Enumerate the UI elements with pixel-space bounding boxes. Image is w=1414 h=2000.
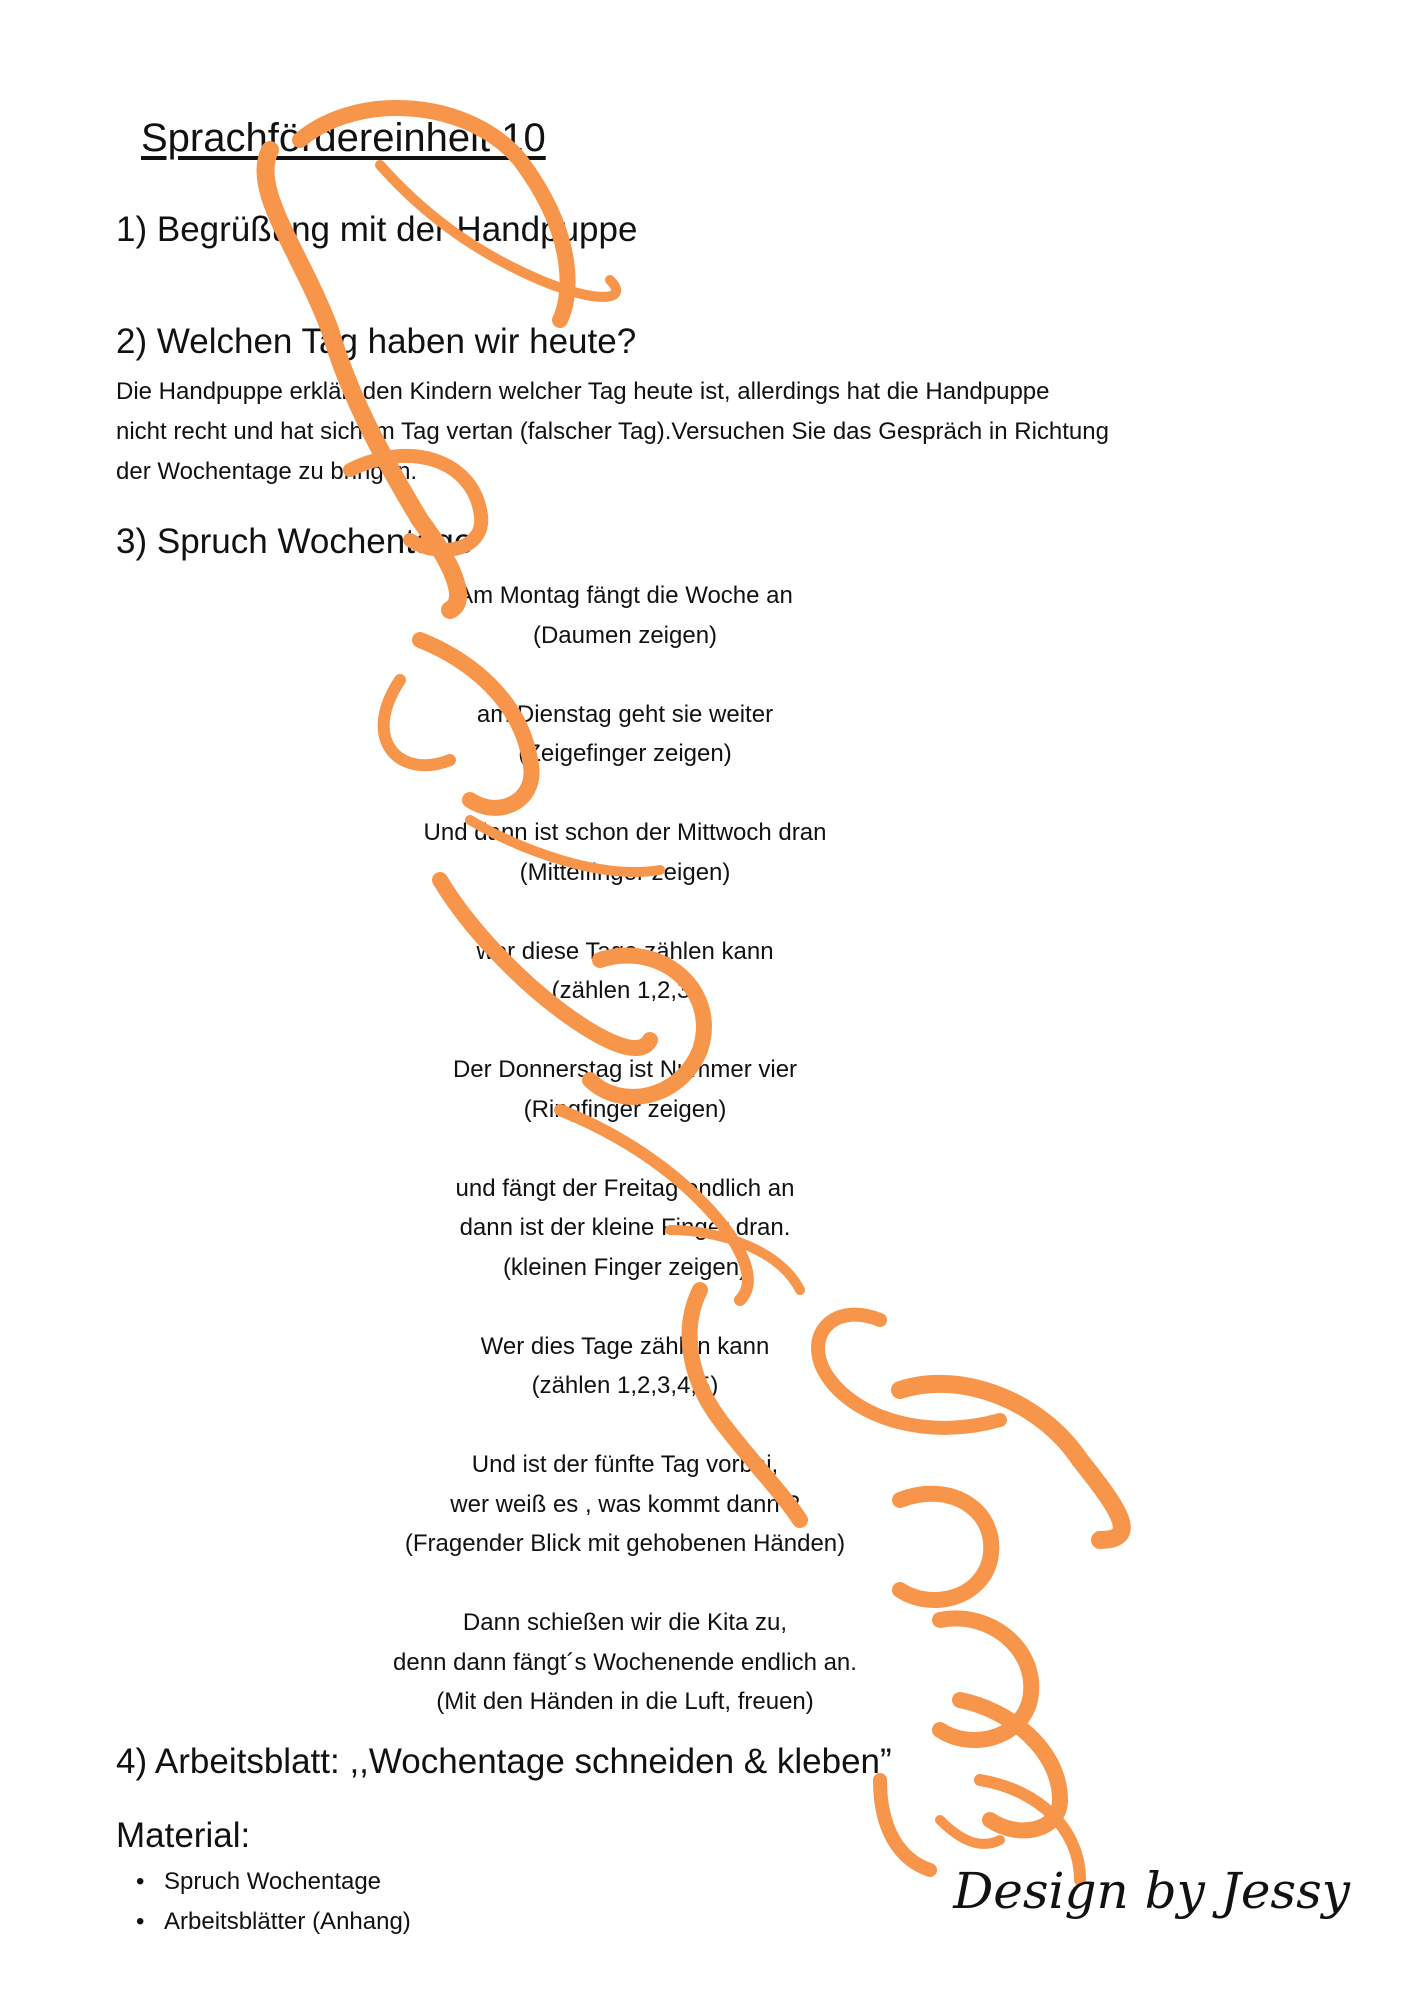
poem-gesture: (Ringfinger zeigen) <box>523 1095 727 1123</box>
document-title: Sprachfördereinheit 10 <box>141 116 546 160</box>
paragraph-line: Die Handpuppe erklärt den Kindern welcher Tag heute ist, allerdings hat die Handpuppe <box>116 378 1050 405</box>
section-1-heading: 1) Begrüßung mit der Handpuppe <box>116 210 638 249</box>
poem-stanza <box>330 695 920 774</box>
material-item: • Spruch Wochentage <box>136 1862 411 1902</box>
poem-gesture: (zählen 1,2,3) <box>551 977 699 1004</box>
poem-wochentage <box>330 576 920 1761</box>
watermark-stroke <box>900 1384 1122 1540</box>
watermark-stroke <box>940 1820 1000 1844</box>
poem-line: dann ist der kleine Finger dran. <box>459 1214 791 1241</box>
section-3-heading: 3) Spruch Wochentage <box>116 522 474 561</box>
poem-line: Und ist der fünfte Tag vorbei, <box>471 1451 779 1478</box>
poem-stanza <box>330 1445 920 1564</box>
poem-gesture: (Daumen zeigen) <box>532 621 718 649</box>
poem-stanza <box>330 1050 920 1129</box>
section-4-heading: 4) Arbeitsblatt: ,,Wochentage schneiden & kleben” <box>116 1742 892 1781</box>
poem-line: Und dann ist schon der Mittwoch dran <box>423 819 827 846</box>
poem-gesture: (Fragender Blick mit gehobenen Händen) <box>404 1530 846 1557</box>
paragraph-line: der Wochentage zu bringen. <box>116 458 418 485</box>
poem-line: Am Montag fängt die Woche an <box>457 582 793 609</box>
poem-stanza <box>330 813 920 892</box>
poem-line: denn dann fängt´s Wochenende endlich an. <box>393 1648 857 1676</box>
poem-gesture: (Zeigefinger zeigen) <box>518 740 732 767</box>
poem-gesture: (Mittelfinger zeigen) <box>519 858 731 886</box>
watermark-stroke <box>880 1780 930 1870</box>
poem-gesture: (kleinen Finger zeigen) <box>502 1253 748 1281</box>
poem-line: Der Donnerstag ist Nummer vier <box>452 1056 798 1083</box>
poem-stanza <box>330 1327 920 1406</box>
watermark-stroke <box>960 1700 1060 1830</box>
poem-line: am Dienstag geht sie weiter <box>476 700 774 728</box>
poem-stanza <box>330 932 920 1011</box>
section-2-heading: 2) Welchen Tag haben wir heute? <box>116 322 637 361</box>
section-2-paragraph <box>116 372 1226 492</box>
material-heading: Material: <box>116 1816 251 1855</box>
poem-stanza <box>330 1603 920 1722</box>
poem-line: Wer dies Tage zählen kann <box>480 1332 770 1360</box>
poem-line: Dann schießen wir die Kita zu, <box>462 1609 788 1636</box>
material-list <box>136 1862 411 1941</box>
poem-line: und fängt der Freitag endlich an <box>455 1174 795 1202</box>
watermark-stroke <box>940 1618 1031 1740</box>
poem-gesture: (Mit den Händen in die Luft, freuen) <box>436 1688 814 1715</box>
material-item: • Arbeitsblätter (Anhang) <box>136 1902 411 1942</box>
poem-gesture: (zählen 1,2,3,4,5) <box>531 1372 719 1399</box>
poem-stanza <box>330 576 920 655</box>
poem-stanza <box>330 1169 920 1288</box>
signature-design-by-jessy: Design by Jessy <box>953 1862 1350 1920</box>
poem-line: wer weiß es , was kommt dann ? <box>450 1490 800 1518</box>
poem-line: wer diese Tage zählen kann <box>476 937 774 965</box>
paragraph-line: nicht recht und hat sich im Tag vertan (falscher Tag).Versuchen Sie das Gespräch in Richtung <box>116 418 1109 445</box>
